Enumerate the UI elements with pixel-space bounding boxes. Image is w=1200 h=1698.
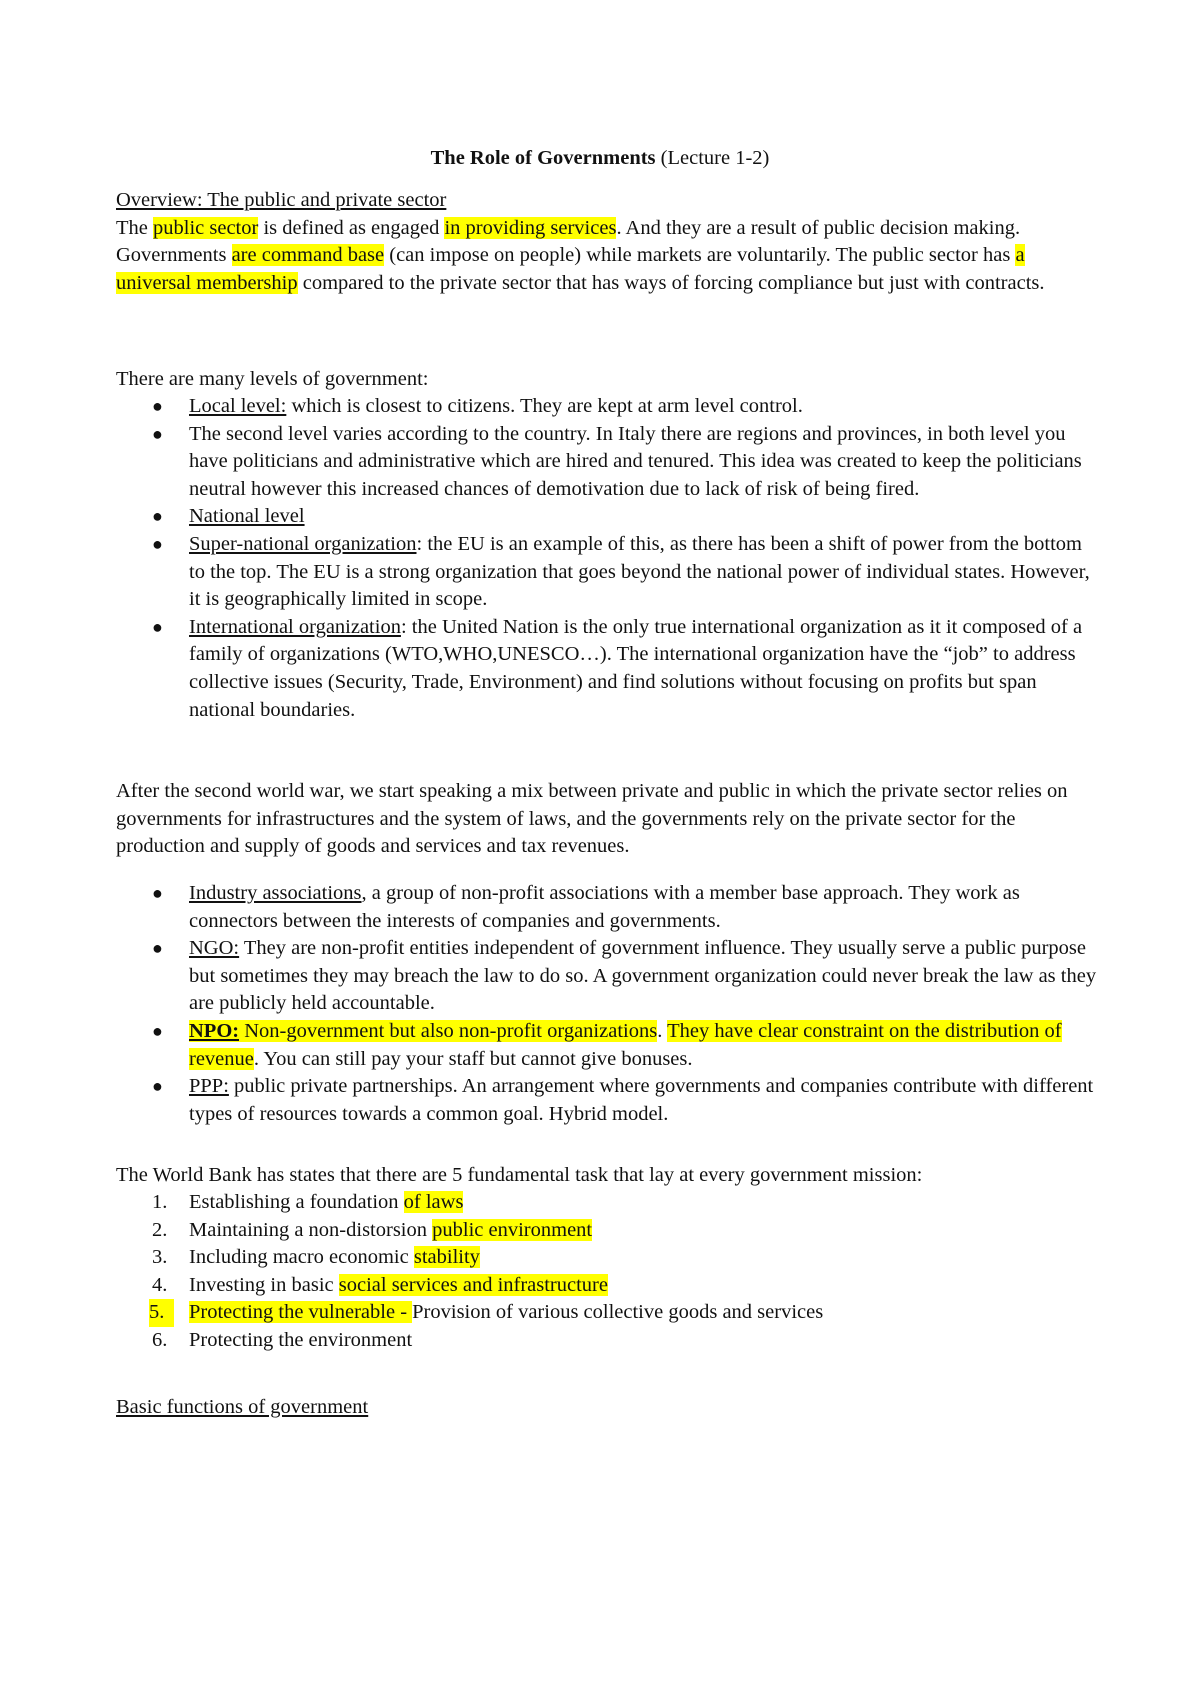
highlight: NPO:	[189, 1019, 240, 1042]
bullet-icon: ●	[152, 938, 163, 959]
orgs-list	[116, 880, 1100, 1128]
bullet-icon: ●	[152, 533, 163, 554]
list-item: ● NGO: They are non-profit entities independent of government influence. They usually serve a public purpose but sometimes they may breach the law to do so. A government organization could never break the law as they are publicly held accountable.	[152, 937, 1097, 1015]
list-item: ● Super-national organization: the EU is an example of this, as there has been a shift of power from the bottom to the top. The EU is a strong organization that goes beyond the national power of individual states. However, it is geographically limited in scope.	[152, 532, 1090, 611]
bullet-icon: ●	[152, 1020, 163, 1041]
levels-list	[116, 393, 1100, 724]
list-item: ● Industry associations, a group of non-profit associations with a member base approach. They work as connectors between the interests of companies and governments.	[152, 882, 1020, 932]
worldbank-intro: The World Bank has states that there are 5 fundamental task that lay at every government mission:	[116, 1164, 923, 1186]
bullet-icon: ●	[152, 396, 163, 416]
list-item: 2. Maintaining a non-distorsion public environment	[152, 1218, 593, 1241]
highlight: public environment	[432, 1218, 593, 1241]
overview-section	[116, 187, 1100, 297]
highlight: social services and infrastructure	[338, 1273, 608, 1296]
bullet-icon: ●	[152, 616, 163, 637]
mix-paragraph: After the second world war, we start speaking a mix between private and public in which the private sector relies on governments for infrastructures and the system of laws, and the governments rely on the private sector for the production and supply of goods and services and tax revenues.	[116, 780, 1068, 858]
highlight: stability	[413, 1246, 480, 1269]
page-title	[0, 145, 1200, 173]
highlight: a universal membership	[116, 244, 1025, 294]
bullet-icon: ●	[152, 423, 163, 444]
levels-intro: There are many levels of government:	[116, 368, 429, 390]
list-item: 4. Investing in basic social services and infrastructure	[152, 1273, 608, 1296]
highlight: in providing services	[444, 216, 617, 239]
list-item: 1. Establishing a foundation of laws	[152, 1191, 464, 1213]
highlight: are command base	[231, 244, 385, 267]
list-item: 6. Protecting the environment	[152, 1328, 413, 1351]
highlight: They have clear constraint on the distribution of revenue	[189, 1019, 1062, 1070]
bullet-icon: ●	[152, 506, 163, 527]
highlight: Protecting the vulnerable -	[189, 1301, 413, 1324]
highlight: public sector	[153, 216, 259, 239]
worldbank-list	[116, 1189, 1100, 1355]
bullet-icon: ●	[152, 883, 163, 903]
basic-heading: Basic functions of government	[116, 1396, 369, 1418]
bullet-icon: ●	[152, 1076, 163, 1097]
list-item: ● International organization: the United Nation is the only true international organization as it it composed of a family of organizations (WTO,WHO,UNESCO…). The international organization have the “job” to address collective issues (Security, Trade, Environment) and find solutions without focusing on profits but span national boundaries.	[152, 615, 1083, 721]
list-item: ● NPO: Non-government but also non-profit organizations. They have clear constraint on the distribution of revenue. You can still pay your staff but cannot give bonuses.	[152, 1019, 1062, 1070]
list-item: ● The second level varies according to the country. In Italy there are regions and provinces, in both level you have politicians and administrative which are hired and tenured. This idea was created to keep the politicians neutral however this increased chances of demotivation due to lack of risk of being fired.	[152, 422, 1082, 500]
list-item: 5. Protecting the vulnerable - Provision of various collective goods and services	[116, 1299, 1100, 1327]
list-item: ● Local level: which is closest to citizens. They are kept at arm level control.	[116, 393, 1100, 421]
list-item: ● National level	[116, 503, 1100, 531]
overview-paragraph: The public sector is defined as engaged in providing services. And they are a result of public decision making. Governments are command base (can impose on people) while markets are voluntarily. The public sector has a universal membership compared to the private sector that has ways of forcing compliance but just with contracts.	[116, 216, 1045, 294]
overview-heading: Overview: The public and private sector	[116, 189, 447, 211]
list-item: 3. Including macro economic stability	[152, 1246, 480, 1269]
list-item: ● PPP: public private partnerships. An arrangement where governments and companies contribute with different types of resources towards a common goal. Hybrid model.	[152, 1075, 1094, 1125]
highlight: of laws	[403, 1191, 464, 1213]
title-bold: The Role of Governments	[430, 147, 656, 169]
highlight: Non-government but also non-profit organizations	[239, 1019, 658, 1042]
title-rest: (Lecture 1-2)	[655, 147, 770, 169]
